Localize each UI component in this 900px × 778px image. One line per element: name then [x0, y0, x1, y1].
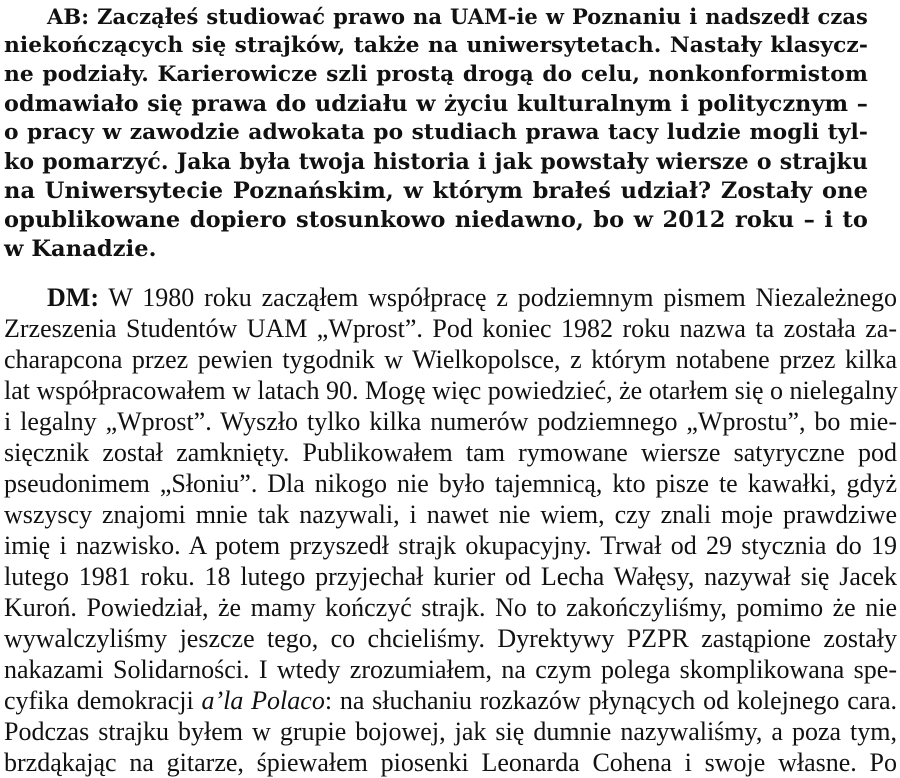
speaker-label: AB: — [47, 4, 90, 29]
question-line: ko pomarzyć. Jaka była twoja historia i jak powstały wiersze o strajku — [4, 149, 868, 175]
question-line: opublikowane dopiero stosunkowo niedawno, bo w 2012 roku – i to — [4, 207, 868, 233]
question-line: odmawiało się prawa do udziału w życiu kulturalnym i politycznym – — [4, 91, 868, 117]
question-line: niekończących się strajków, także na uniwersytetach. Nastały klasycz- — [4, 33, 868, 58]
speaker-label: DM: — [47, 283, 99, 312]
answer-line: charapcona przez pewien tygodnik w Wielkopolsce, z którym notabene przez kilka — [4, 345, 897, 374]
italic-phrase: a’la Polaco — [201, 686, 325, 715]
question-line: ne podziały. Karierowicze szli prostą drogą do celu, nonkonformistom — [4, 62, 868, 87]
answer-line: nakazami Solidarności. I wtedy zrozumiałem, na czym polega skomplikowana spe- — [4, 655, 897, 684]
answer-line: wszyscy znajomi mnie tak nazywali, i nawet nie wiem, czy znali moje prawdziwe — [4, 500, 897, 529]
answer-line: Zrzeszenia Studentów UAM „Wprost”. Pod koniec 1982 roku nazwa ta została za- — [4, 314, 897, 343]
answer-line: wywalczyliśmy jeszcze tego, co chcieliśmy. Dyrektywy PZPR zastąpione zostały — [4, 624, 897, 653]
answer-line: brzdąkając na gitarze, śpiewałem piosenki Leonarda Cohena i swoje własne. Po — [4, 748, 897, 777]
question-line: o pracy w zawodzie adwokata po studiach prawa tacy ludzie mogli tyl- — [4, 120, 868, 145]
question-line: w Kanadzie. — [4, 236, 157, 262]
answer-line: Kuroń. Powiedział, że mamy kończyć strajk. No to zakończyliśmy, pomimo że nie — [4, 593, 897, 622]
answer-line: lutego 1981 roku. 18 lutego przyjechał kurier od Lecha Wałęsy, nazywał się Jacek — [4, 562, 897, 591]
answer-line: pseudonimem „Słoniu”. Dla nikogo nie było tajemnicą, kto pisze te kawałki, gdyż — [4, 469, 897, 498]
answer-line: i legalny „Wprost”. Wyszło tylko kilka numerów podziemnego „Wprostu”, bo mie- — [4, 407, 897, 436]
answer-line: Podczas strajku byłem w grupie bojowej, jak się dumnie nazywaliśmy, a poza tym, — [4, 717, 897, 746]
question-line: na Uniwersytecie Poznańskim, w którym brałeś udział? Zostały one — [4, 178, 868, 204]
answer-line: imię i nazwisko. A potem przyszedł strajk okupacyjny. Trwał od 29 stycznia do 19 — [4, 531, 897, 560]
answer-line: DM: W 1980 roku zacząłem współpracę z podziemnym pismem Niezależnego — [47, 283, 897, 312]
question-line: AB: Zacząłeś studiować prawo na UAM-ie w Poznaniu i nadszedł czas — [47, 4, 868, 29]
answer-line: cyfika demokracji a’la Polaco: na słuchaniu rozkazów płynących od kolejnego cara. — [4, 686, 897, 715]
answer-line: sięcznik został zamknięty. Publikowałem tam rymowane wiersze satyryczne pod — [4, 438, 897, 467]
answer-line: lat współpracowałem w latach 90. Mogę więc powiedzieć, że otarłem się o nielegalny — [4, 376, 898, 405]
